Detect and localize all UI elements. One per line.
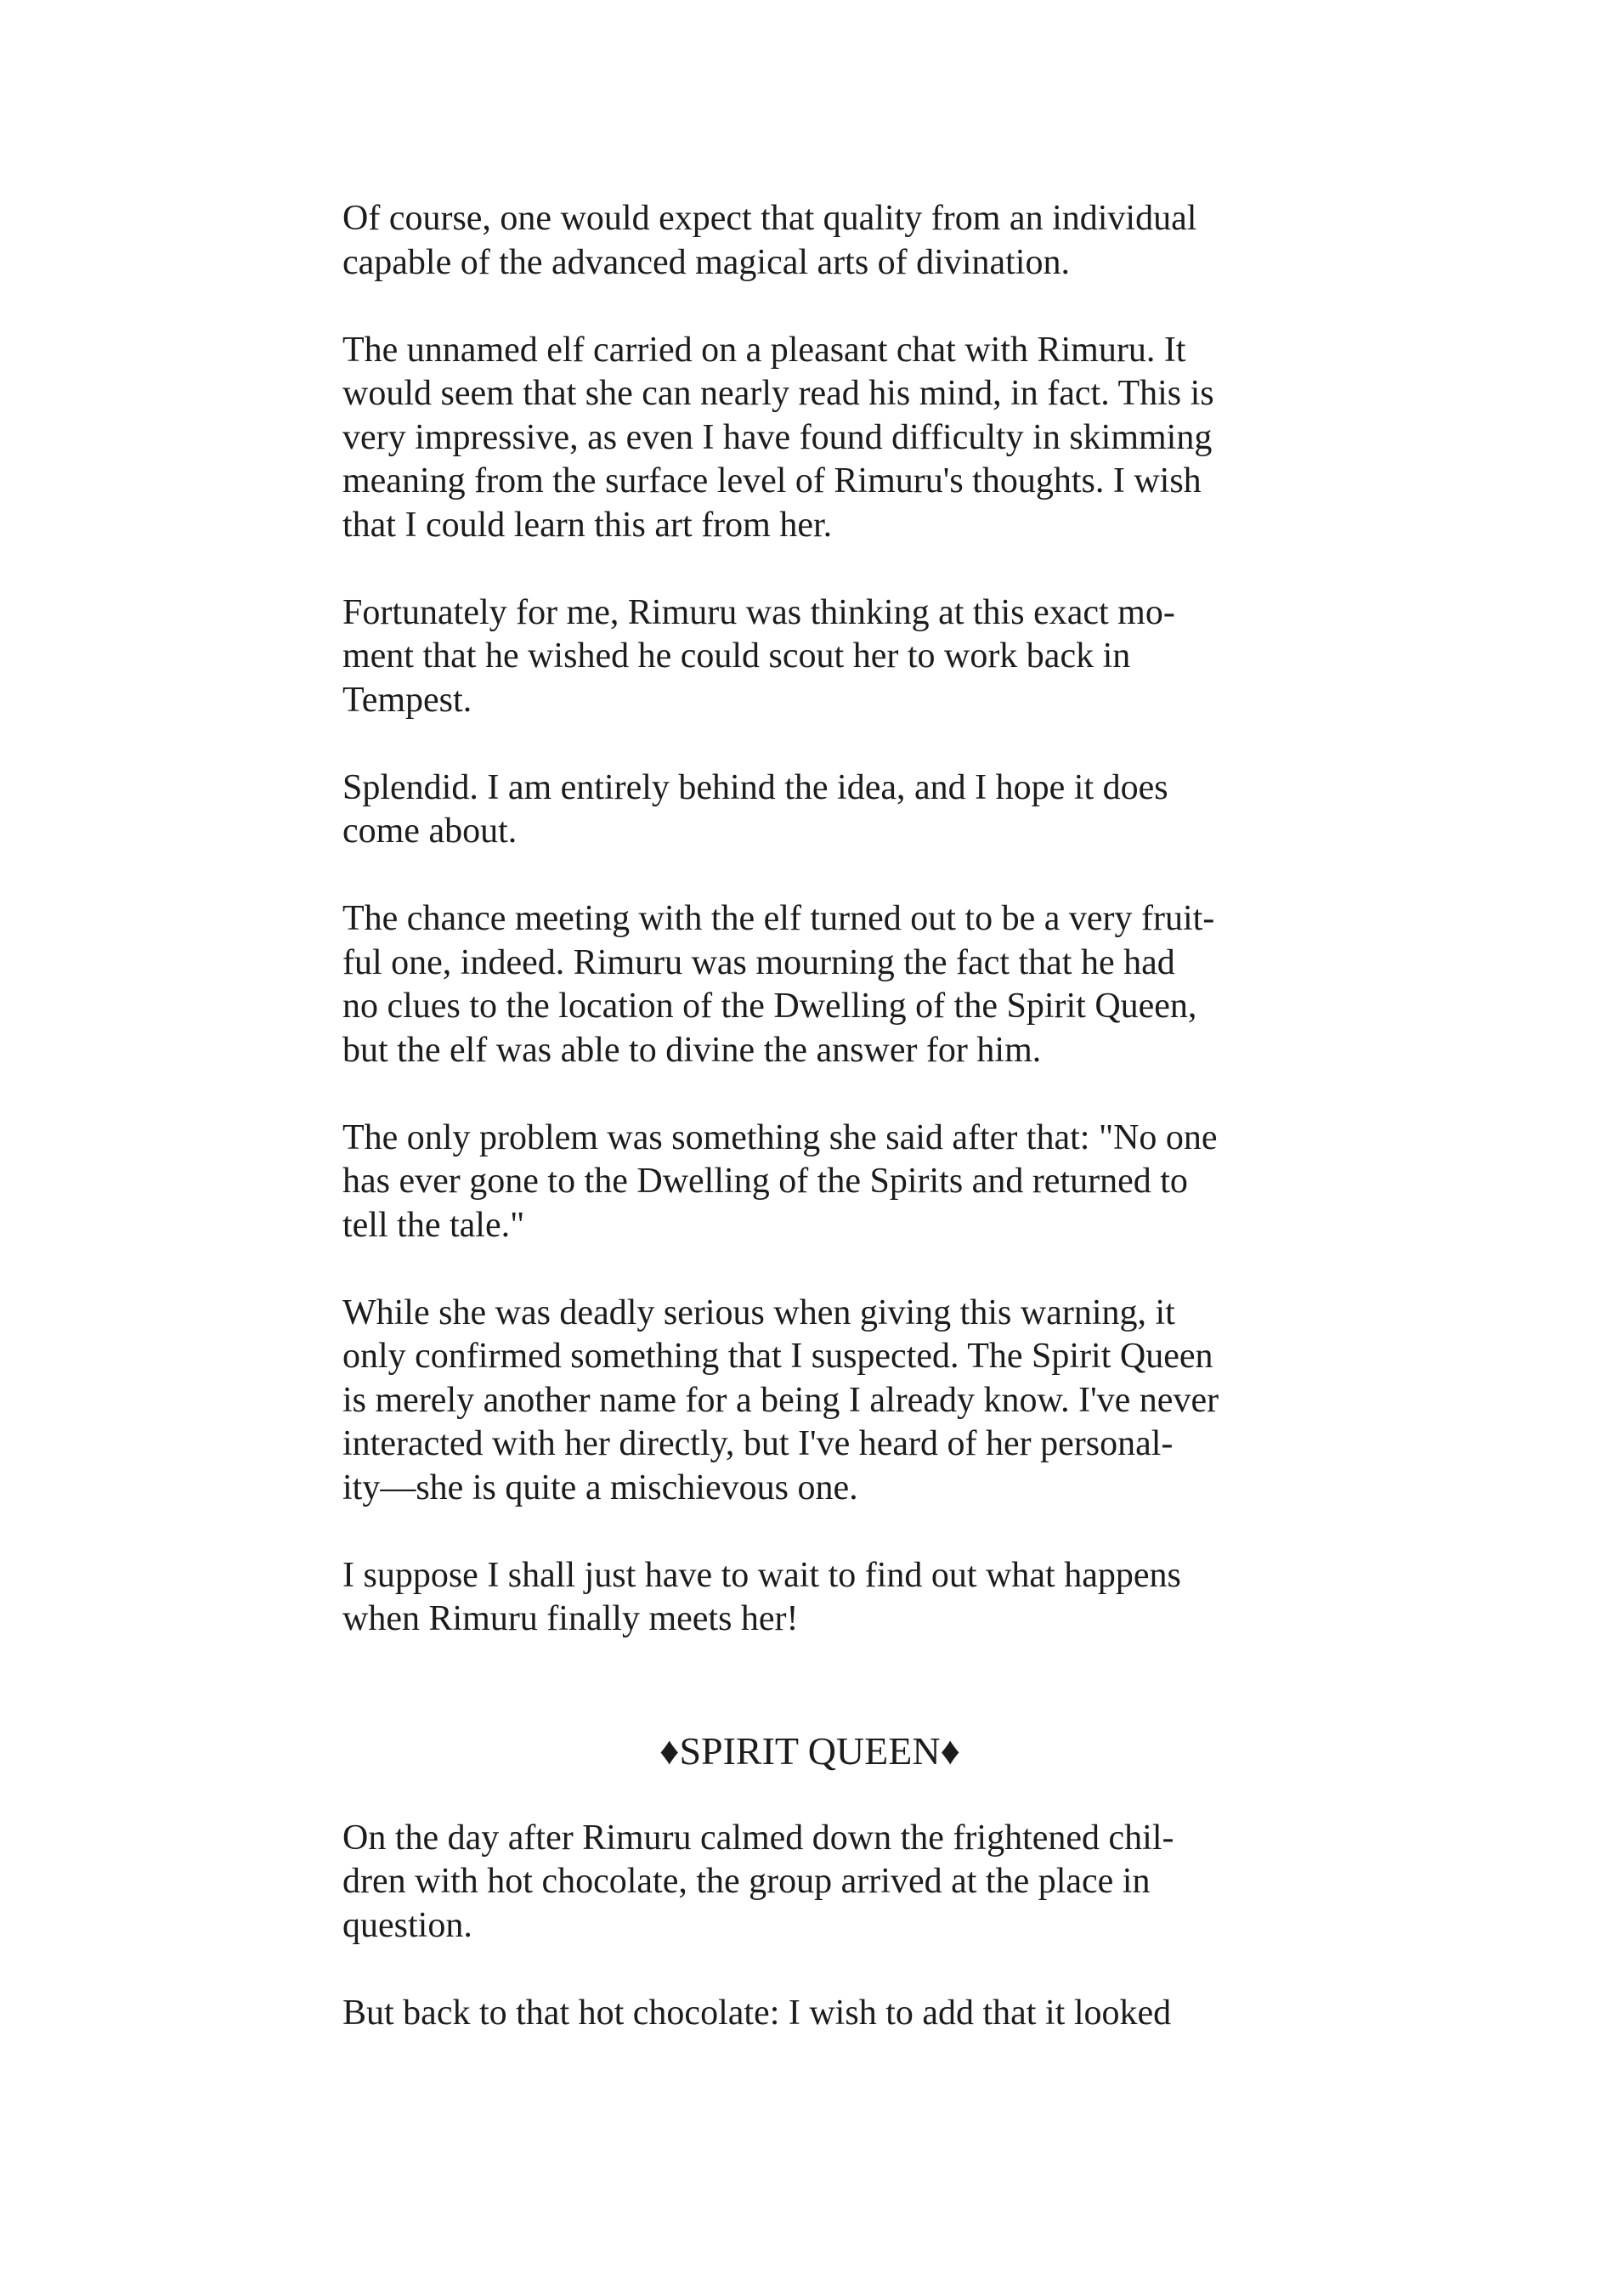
text-line: come about. [342, 812, 518, 851]
text-line: question. [342, 1905, 472, 1945]
paragraph [342, 591, 1277, 723]
paragraph [342, 1292, 1277, 1511]
text-line: The only problem was something she said after that: "No one [342, 1117, 1218, 1157]
text-line: only confirmed something that I suspected. The Spirit Queen [342, 1337, 1213, 1376]
text-line: has ever gone to the Dwelling of the Spirits and returned to [342, 1162, 1188, 1201]
text-line: Of course, one would expect that quality from an individual [342, 199, 1197, 238]
paragraph [342, 1117, 1277, 1248]
text-line: very impressive, as even I have found difficulty in skimming [342, 417, 1213, 457]
text-line: Fortunately for me, Rimuru was thinking at this exact mo- [342, 592, 1175, 632]
text-line: The chance meeting with the elf turned out to be a very fruit- [342, 899, 1215, 938]
text-line: when Rimuru finally meets her! [342, 1599, 799, 1638]
text-line: ful one, indeed. Rimuru was mourning the fact that he had [342, 942, 1175, 982]
text-line: is merely another name for a being I already know. I've never [342, 1380, 1219, 1420]
paragraph [342, 197, 1277, 285]
text-line: But back to that hot chocolate: I wish to add that it looked [342, 1993, 1172, 2033]
text-line: While she was deadly serious when giving this warning, it [342, 1292, 1175, 1332]
paragraph [342, 329, 1277, 548]
text-line: but the elf was able to divine the answer for him. [342, 1030, 1042, 1070]
text-line: capable of the advanced magical arts of divination. [342, 242, 1070, 282]
section-heading: ♦SPIRIT QUEEN♦ [659, 1728, 961, 1773]
text-line: meaning from the surface level of Rimuru's thoughts. I wish [342, 461, 1202, 500]
text-line: ment that he wished he could scout her to work back in [342, 636, 1131, 676]
paragraph [342, 1554, 1277, 1642]
paragraph [342, 1817, 1277, 1948]
text-line: no clues to the location of the Dwelling of the Spirit Queen, [342, 987, 1197, 1026]
text-line: would seem that she can nearly read his mind, in fact. This is [342, 374, 1214, 413]
text-line: Splendid. I am entirely behind the idea, and I hope it does [342, 767, 1168, 807]
text-line: tell the tale." [342, 1205, 525, 1245]
text-line: The unnamed elf carried on a pleasant chat with Rimuru. It [342, 330, 1186, 370]
text-line: On the day after Rimuru calmed down the frightened chil- [342, 1818, 1174, 1858]
paragraph [342, 766, 1277, 854]
text-line: ity—she is quite a mischievous one. [342, 1468, 858, 1507]
paragraph [342, 897, 1277, 1072]
paragraph [342, 1992, 1277, 2036]
text-line: Tempest. [342, 680, 472, 720]
text-line: that I could learn this art from her. [342, 505, 833, 545]
text-line: interacted with her directly, but I've heard of her personal- [342, 1424, 1174, 1463]
text-line: dren with hot chocolate, the group arrived at the place in [342, 1862, 1151, 1901]
page-content [342, 197, 1277, 2079]
text-line: I suppose I shall just have to wait to find out what happens [342, 1555, 1181, 1595]
